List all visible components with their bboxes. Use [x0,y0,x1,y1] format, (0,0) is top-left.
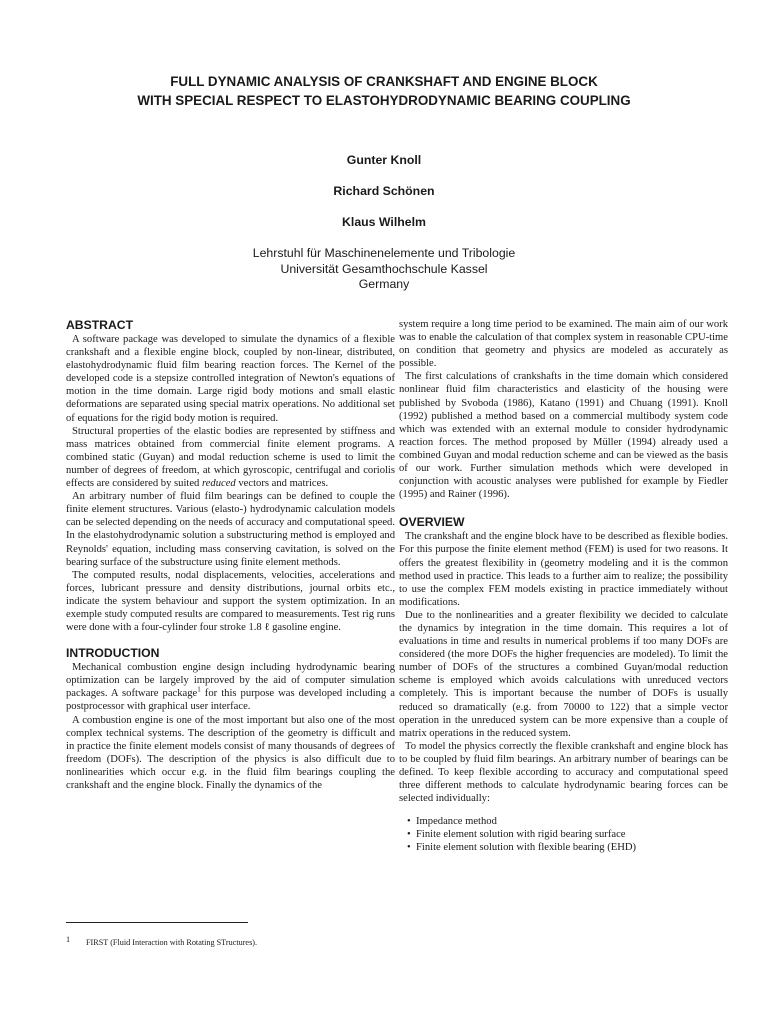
introduction-paragraph-1: Mechanical combustion engine design including hydrodynamic bearing optimization can be largely improved by the aid of computer simulation packages. A software package$^1$ for this purpose was developed including a postprocessor with graphical user interface. [66,662,395,713]
affiliation-line-3: Germany [358,277,410,291]
list-item: • Finite element solution with flexible bearing (EHD) [407,841,728,854]
footnote-rule [66,922,248,923]
affiliation [40,246,728,293]
author-1: Gunter Knoll [346,153,422,167]
abstract-paragraph-4: The computed results, nodal displacements, velocities, accelerations and forces, lubricant pressure and density distributions, journal orbits etc., indicate the system behaviour and support the system optimization. In an exemple study computed results are compared to measurements. Test rig runs were done with a four-cylinder four stroke 1.8 ℓ gasoline engine. [66,569,395,634]
paper-title [40,72,728,110]
introduction-paragraph-2-continued: system require a long time period to be examined. The main aim of our work was to enable the calculation of that complex system in reasonable CPU-time on condition that geometry and physics are modeled as accurately as possible. [399,319,728,370]
overview-paragraph-3: To model the physics correctly the flexible crankshaft and engine block has to be coupled by fluid film bearings. An arbitrary number of bearings can be defined. To keep flexible according to accuracy and computational speed three different methods to calculate hydrodynamic bearing forces can be selected individually: [399,740,728,805]
left-column [66,318,395,792]
footnote-number: 1 [66,935,71,944]
list-item: • Finite element solution with rigid bearing surface [407,828,728,841]
introduction-paragraph-2: A combustion engine is one of the most important but also one of the most complex technical systems. The description of the geometry is difficult and in practice the finite element models consist of many thousands of degrees of freedom (DOFs). The description of the physics is also difficult due to nonlinearities which occur e.g. in the fluid film bearings coupling the crankshaft and the engine block. Finally the dynamics of the [66,714,395,791]
footnote-text: FIRST (Fluid Interaction with Rotating STructures). [86,938,258,947]
abstract-heading: ABSTRACT [66,318,134,332]
method-list [399,815,728,854]
title-line-2: WITH SPECIAL RESPECT TO ELASTOHYDRODYNAMIC BEARING COUPLING [137,93,631,108]
affiliation-line-1: Lehrstuhl für Maschinenelemente und Tribologie [252,246,516,260]
overview-paragraph-2: Due to the nonlinearities and a greater flexibility we decided to calculate the dynamics by integration in the time domain. This requires a lot of evaluations in time and results in numerical problems if too many DOFs are considered (the more DOFs the higher frequencies are modeled). To limit the number of DOFs of the structures a combined Guyan/modal reduction scheme is employed which avoids calculations with unreduced vectors completely. This is important because the number of DOFs is usually reduced so dramatically (e.g. from 70000 to 122) that a simple vector operation in the unreduced system can be more expensive than a couple of matrix operations in the reduced system. [399,609,728,739]
emphasis-reduced: reduced [202,478,236,490]
list-item: • Impedance method [407,815,728,828]
right-column [399,318,728,855]
footnote-marker: 1 [197,685,201,694]
author-3: Klaus Wilhelm [342,215,426,229]
abstract-paragraph-2: Structural properties of the elastic bodies are represented by stiffness and mass matrices obtained from commercial finite element programs. A combined static (Guyan) and modal reduction scheme is used to limit the number of degrees of freedom, at which gyroscopic, centrifugal and coriolis effects are considered by suited reduced vectors and matrices. [66,425,395,490]
footnote [66,935,396,947]
introduction-heading: INTRODUCTION [66,646,160,661]
title-line-1: FULL DYNAMIC ANALYSIS OF CRANKSHAFT AND ENGINE BLOCK [170,74,598,89]
overview-paragraph-1: The crankshaft and the engine block have to be described as flexible bodies. For this purpose the finite element method (FEM) is used for two reasons. It offers the greatest flexibility in (geometry modeling and it is the common method used in practice. This leads to a further aim to realize; the possibility to use the complex FEM models existing in practice immediately without modifications. [399,531,728,608]
abstract-paragraph-1: A software package was developed to simulate the dynamics of a flexible crankshaft and a flexible engine block, coupled by non-linear, distributed, elastohydrodynamic fluid film bearing reaction forces. The Kernel of the developed code is a stepsize controlled integration of Newton's equations of motion in the time domain. Large rigid body motions and small elastic deformations are separated using special matrix operations. No additional set of equations for the rigid body motion is required. [66,334,395,424]
author-2: Richard Schönen [333,184,435,198]
introduction-paragraph-3: The first calculations of crankshafts in the time domain which considered nonlinear fluid film characteristics and elasticity of the housing were published by Svoboda (1986), Katano (1991) and Chuang (1991). Knoll (1992) published a method based on a commercial multibody system code which was extended with an external module to consider hydrodynamic reaction forces. The method proposed by Müller (1994) already used a combined Guyan and modal reduction scheme and can be viewed as the basis of our work. Further simulation methods which were developed in conjunction with acoustic analyses were published for example by Fiedler (1995) and Rainer (1996). [399,371,728,501]
affiliation-line-2: Universität Gesamthochschule Kassel [280,261,488,276]
overview-heading: OVERVIEW [399,515,465,530]
abstract-paragraph-3: An arbitrary number of fluid film bearings can be defined to couple the finite element structures. Various (elasto-) hydrodynamic calculation models can be selected depending on the needs of accuracy and computational speed. In the elastohydrodynamic solution a substructuring method is employed and Reynolds' equation, including mass conserving cavitation, is solved on the bearing surface of the substructure using finite element methods. [66,491,395,568]
